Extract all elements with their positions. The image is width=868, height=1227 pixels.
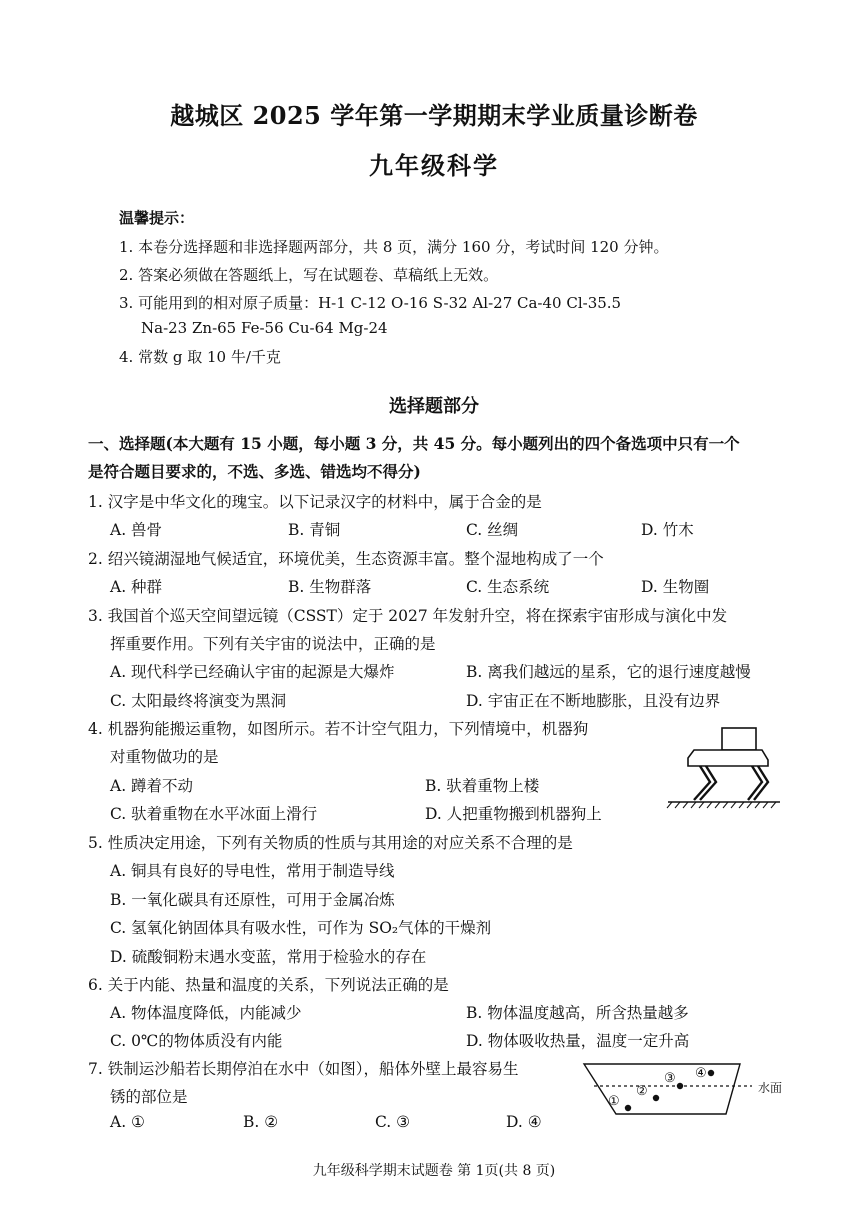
instructions-line: 是符合题目要求的，不选、多选、错选均不得分) — [88, 462, 421, 481]
question-2-option-d: D. 生物圈 — [641, 578, 710, 596]
question-7-option-b: B. ② — [243, 1113, 279, 1131]
question-1-stem: 1. 汉字是中华文化的瑰宝。以下记录汉字的材料中，属于合金的是 — [88, 493, 542, 511]
question-3-option-b: B. 离我们越远的星系，它的退行速度越慢 — [466, 663, 751, 681]
question-3-stem: 挥重要作用。下列有关宇宙的说法中，正确的是 — [110, 635, 436, 653]
page-footer: 九年级科学期末试题卷 第 1页(共 8 页) — [312, 1163, 556, 1179]
question-7-stem: 锈的部位是 — [110, 1088, 188, 1106]
question-1-option-c: C. 丝绸 — [466, 521, 519, 539]
tip-item: 2. 答案必须做在答题纸上，写在试题卷、草稿纸上无效。 — [119, 266, 499, 284]
question-1-option-d: D. 竹木 — [641, 521, 694, 539]
question-4-option-a: A. 蹲着不动 — [110, 777, 194, 795]
question-1-option-b: B. 青铜 — [288, 521, 341, 539]
question-3-stem: 3. 我国首个巡天空间望远镜（CSST）定于 2027 年发射升空，将在探索宇宙形成与演化中发 — [88, 607, 728, 625]
robot-dog-figure — [664, 720, 784, 810]
question-4-option-c: C. 驮着重物在水平冰面上滑行 — [110, 805, 318, 823]
question-5-option-b: B. 一氧化碳具有还原性，可用于金属冶炼 — [110, 891, 395, 909]
question-6-option-c: C. 0℃的物体质没有内能 — [110, 1032, 283, 1050]
section-title: 选择题部分 — [389, 396, 479, 417]
question-6-option-b: B. 物体温度越高，所含热量越多 — [466, 1004, 689, 1022]
question-3-option-a: A. 现代科学已经确认宇宙的起源是大爆炸 — [110, 663, 395, 681]
question-5-option-c: C. 氢氧化钠固体具有吸水性，可作为 SO₂气体的干燥剂 — [110, 919, 492, 937]
question-7-option-d: D. ④ — [506, 1113, 542, 1131]
question-3-option-c: C. 太阳最终将演变为黑洞 — [110, 692, 287, 710]
question-7-option-c: C. ③ — [375, 1113, 411, 1131]
question-4-option-d: D. 人把重物搬到机器狗上 — [425, 805, 602, 823]
tip-item: 1. 本卷分选择题和非选择题两部分，共 8 页，满分 160 分，考试时间 120 分钟。 — [119, 238, 669, 256]
question-5-option-a: A. 铜具有良好的导电性，常用于制造导线 — [110, 862, 395, 880]
water-surface-label: 水面 — [758, 1081, 783, 1095]
question-5-stem: 5. 性质决定用途，下列有关物质的性质与其用途的对应关系不合理的是 — [88, 834, 573, 852]
question-4-stem: 4. 机器狗能搬运重物，如图所示。若不计空气阻力，下列情境中，机器狗 — [88, 720, 589, 738]
question-4-stem: 对重物做功的是 — [110, 748, 219, 766]
question-2-option-c: C. 生态系统 — [466, 578, 550, 596]
question-6-option-a: A. 物体温度降低，内能减少 — [110, 1004, 302, 1022]
question-6-option-d: D. 物体吸收热量，温度一定升高 — [466, 1032, 690, 1050]
boat-marker-1: ① — [608, 1094, 620, 1109]
tips-heading: 温馨提示： — [119, 209, 195, 227]
question-7-option-a: A. ① — [110, 1113, 145, 1131]
question-2-option-b: B. 生物群落 — [288, 578, 372, 596]
question-6-stem: 6. 关于内能、热量和温度的关系，下列说法正确的是 — [88, 976, 449, 994]
question-2-stem: 2. 绍兴镜湖湿地气候适宜，环境优美，生态资源丰富。整个湿地构成了一个 — [88, 550, 604, 568]
exam-title: 越城区 2025 学年第一学期期末学业质量诊断卷 — [170, 101, 698, 130]
question-4-option-b: B. 驮着重物上楼 — [425, 777, 540, 795]
tip-item: Na-23 Zn-65 Fe-56 Cu-64 Mg-24 — [141, 319, 388, 337]
exam-subtitle: 九年级科学 — [369, 151, 499, 180]
question-5-option-d: D. 硫酸铜粉末遇水变蓝，常用于检验水的存在 — [110, 948, 427, 966]
question-7-stem: 7. 铁制运沙船若长期停泊在水中（如图），船体外壁上最容易生 — [88, 1060, 519, 1078]
instructions-line: 一、选择题(本大题有 15 小题，每小题 3 分，共 45 分。每小题列出的四个备选项中只有一个 — [88, 434, 740, 453]
question-3-option-d: D. 宇宙正在不断地膨胀，且没有边界 — [466, 692, 721, 710]
tip-item: 4. 常数 g 取 10 牛/千克 — [119, 348, 281, 366]
boat-marker-3: ③ — [664, 1071, 676, 1086]
question-1-option-a: A. 兽骨 — [110, 521, 163, 539]
boat-marker-4: ④ — [695, 1066, 707, 1081]
question-2-option-a: A. 种群 — [110, 578, 163, 596]
tip-item: 3. 可能用到的相对原子质量：H-1 C-12 O-16 S-32 Al-27 Ca-40 Cl-35.5 — [119, 294, 622, 312]
boat-marker-2: ② — [636, 1084, 648, 1099]
